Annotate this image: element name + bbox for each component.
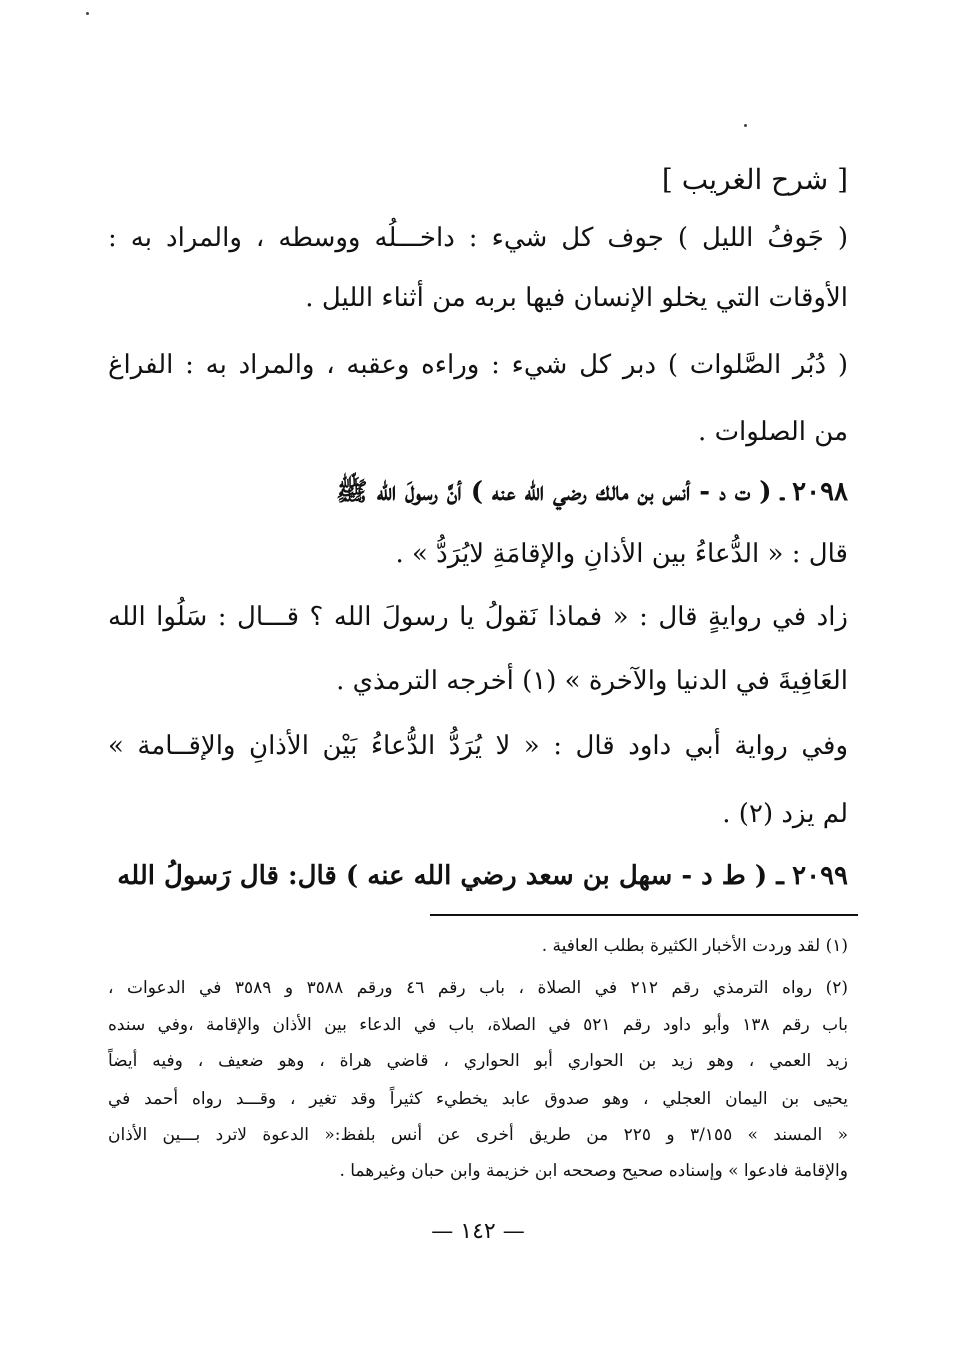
body-line: الأوقات التي يخلو الإنسان فيها بربه من أثناء الليل . — [305, 283, 848, 313]
footnote-line: يحيى بن اليمان العجلي ، وهو صدوق عابد يخطيء كثيراً وقد تغير ، وقـــد رواه أحمد في — [108, 1089, 848, 1109]
scan-speck — [744, 124, 747, 127]
hadith-number: ٢٠٩٩ — [792, 861, 848, 891]
page-number: — ١٤٢ — — [431, 1219, 525, 1244]
hadith-2098-heading — [108, 472, 848, 512]
hadith-2099-heading — [108, 856, 848, 896]
hadith-text-line: وفي رواية أبي داود قال : « لا يُرَدُّ الدُّعاءُ بَيْن الأذانِ والإقــامة » — [108, 731, 848, 761]
footnote-line: والإقامة فادعوا » وإسناده صحيح وصححه ابن خزيمة وابن حبان وغيرهما . — [339, 1161, 848, 1181]
footnote-line: زيد العمي ، وهو زيد بن الحواري أبو الحواري ، قاضي هراة ، وهو ضعيف ، وفيه أيضاً — [108, 1051, 848, 1071]
hadith-number: ٢٠٩٨ — [792, 477, 848, 507]
hadith-text-line: العَافِيةَ في الدنيا والآخرة » (١) أخرجه الترمذي . — [336, 666, 848, 696]
footnote-separator — [430, 914, 858, 916]
body-line: ( دُبُر الصَّلوات ) دبر كل شيء : وراءه وعقبه ، والمراد به : الفراغ — [108, 350, 848, 380]
hadith-attribution: ـ ( ت د - أنس بن مالك رضي الله عنه ) أنَّ رسولَ الله ﷺ — [336, 477, 784, 507]
footnote-line: « المسند » ٣/١٥٥ و ٢٢٥ من طريق أخرى عن أنس بلفظ:« الدعوة لاترد بـــين الأذان — [108, 1125, 849, 1145]
hadith-text-line: لم يزد (٢) . — [722, 799, 848, 829]
footnote-line: (١) لقد وردت الأخبار الكثيرة بطلب العافية . — [541, 936, 848, 956]
section-heading: [ شرح الغريب ] — [661, 163, 848, 196]
hadith-text-line: قال : « الدُّعاءُ بين الأذانِ والإقامَةِ لايُرَدُّ » . — [395, 539, 848, 569]
footnote-line: (٢) رواه الترمذي رقم ٢١٢ في الصلاة ، باب رقم ٤٦ ورقم ٣٥٨٨ و ٣٥٨٩ في الدعوات ، — [108, 978, 848, 998]
body-line: ( جَوفُ الليل ) جوف كل شيء : داخـــلُه ووسطه ، والمراد به : — [108, 223, 848, 253]
footnote-line: باب رقم ١٣٨ وأبو داود رقم ٥٢١ في الصلاة، باب في الدعاء بين الأذان والإقامة ،وفي سنده — [108, 1015, 848, 1035]
hadith-text-line: زاد في روايةٍ قال : « فماذا نَقولُ يا رسولَ الله ؟ قـــال : سَلُوا الله — [108, 602, 848, 632]
scan-speck — [86, 12, 89, 15]
hadith-attribution: ـ ( ط د - سهل بن سعد رضي الله عنه ) قال: قال رَسولُ الله — [117, 861, 784, 891]
body-line: من الصلوات . — [698, 417, 848, 447]
